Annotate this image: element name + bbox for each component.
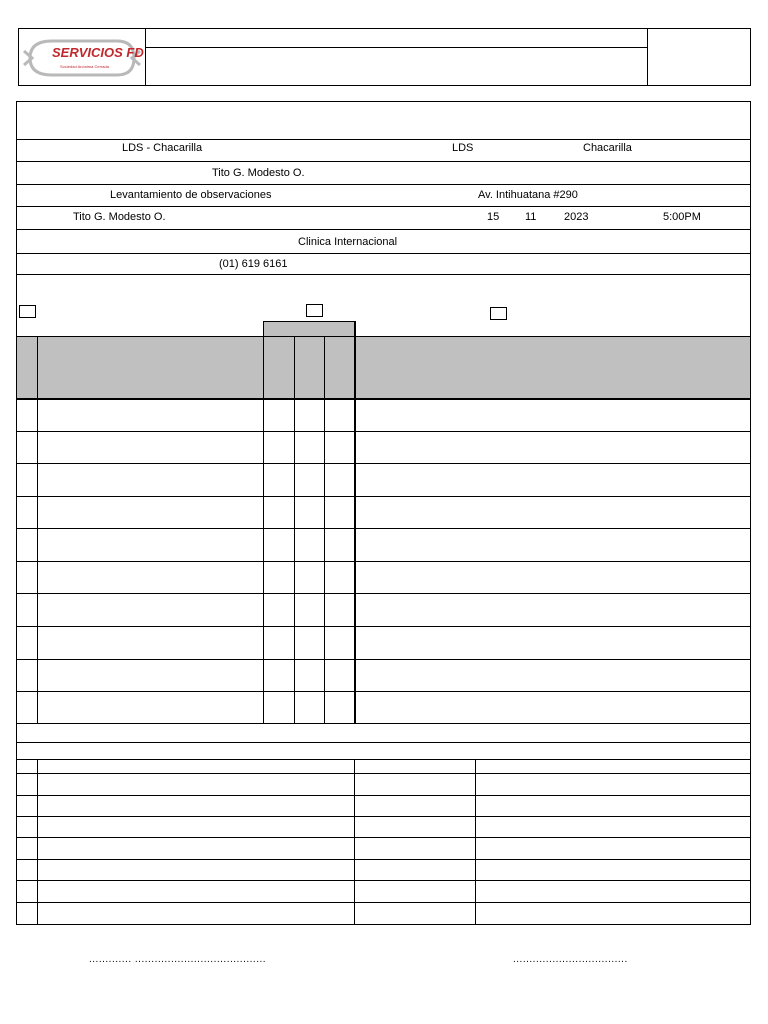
clinic-name: Clinica Internacional (298, 236, 398, 248)
bottom-col-divider-3 (475, 759, 476, 925)
date-year: 2023 (564, 211, 589, 223)
col-divider-status-2 (324, 336, 325, 724)
bottom-row (16, 816, 751, 817)
bottom-row (16, 837, 751, 838)
site-name: LDS - Chacarilla (122, 142, 203, 154)
table-row (16, 691, 751, 692)
table-row (16, 431, 751, 432)
table-row (16, 463, 751, 464)
bottom-row (16, 859, 751, 860)
client-code: LDS (452, 142, 474, 154)
logo-text: SERVICIOS FD (52, 45, 144, 60)
info-line-2 (16, 161, 751, 162)
table-row (16, 496, 751, 497)
address: Av. Intihuatana #290 (478, 189, 578, 201)
status-group-header (263, 321, 355, 337)
info-line-3 (16, 184, 751, 185)
option-checkbox-2[interactable] (306, 304, 323, 317)
option-checkbox-3[interactable] (490, 307, 507, 320)
bottom-header-line (16, 759, 751, 760)
bottom-row (16, 902, 751, 903)
district: Chacarilla (583, 142, 632, 154)
header-title-line (145, 47, 647, 48)
responsible-name: Tito G. Modesto O. (212, 167, 305, 179)
info-line-7 (16, 274, 751, 275)
company-logo (22, 33, 142, 83)
header-divider-right (647, 28, 648, 86)
inspection-table (16, 336, 751, 724)
bottom-row (16, 880, 751, 881)
bottom-col-divider-2 (354, 759, 355, 925)
bottom-col-divider-1 (37, 759, 38, 925)
header-divider-left (145, 28, 146, 86)
col-divider-status-1 (294, 336, 295, 724)
signature-line-left: ............. ........................................ (89, 954, 267, 965)
option-checkbox-1[interactable] (19, 305, 36, 318)
col-divider-desc (263, 336, 264, 724)
date-month: 11 (525, 211, 537, 223)
logo-subtext: Sociedad Anónima Cerrada (60, 64, 109, 69)
technician-name: Tito G. Modesto O. (73, 211, 166, 223)
info-line-1 (16, 139, 751, 140)
bottom-table (16, 723, 751, 925)
date-day: 15 (487, 211, 500, 223)
col-divider-item (37, 336, 38, 724)
table-row (16, 593, 751, 594)
time: 5:00PM (663, 211, 701, 223)
info-line-6 (16, 253, 751, 254)
col-divider-obs (354, 321, 356, 724)
table-row (16, 399, 751, 400)
info-line-4 (16, 206, 751, 207)
table-row (16, 659, 751, 660)
info-line-5 (16, 229, 751, 230)
table-row (16, 626, 751, 627)
bottom-row (16, 773, 751, 774)
signature-line-right: ................................... (513, 954, 628, 965)
service-type: Levantamiento de observaciones (110, 189, 272, 201)
table-row (16, 528, 751, 529)
table-row (16, 561, 751, 562)
bottom-title-line (16, 742, 751, 743)
phone-number: (01) 619 6161 (219, 258, 288, 270)
bottom-row (16, 795, 751, 796)
